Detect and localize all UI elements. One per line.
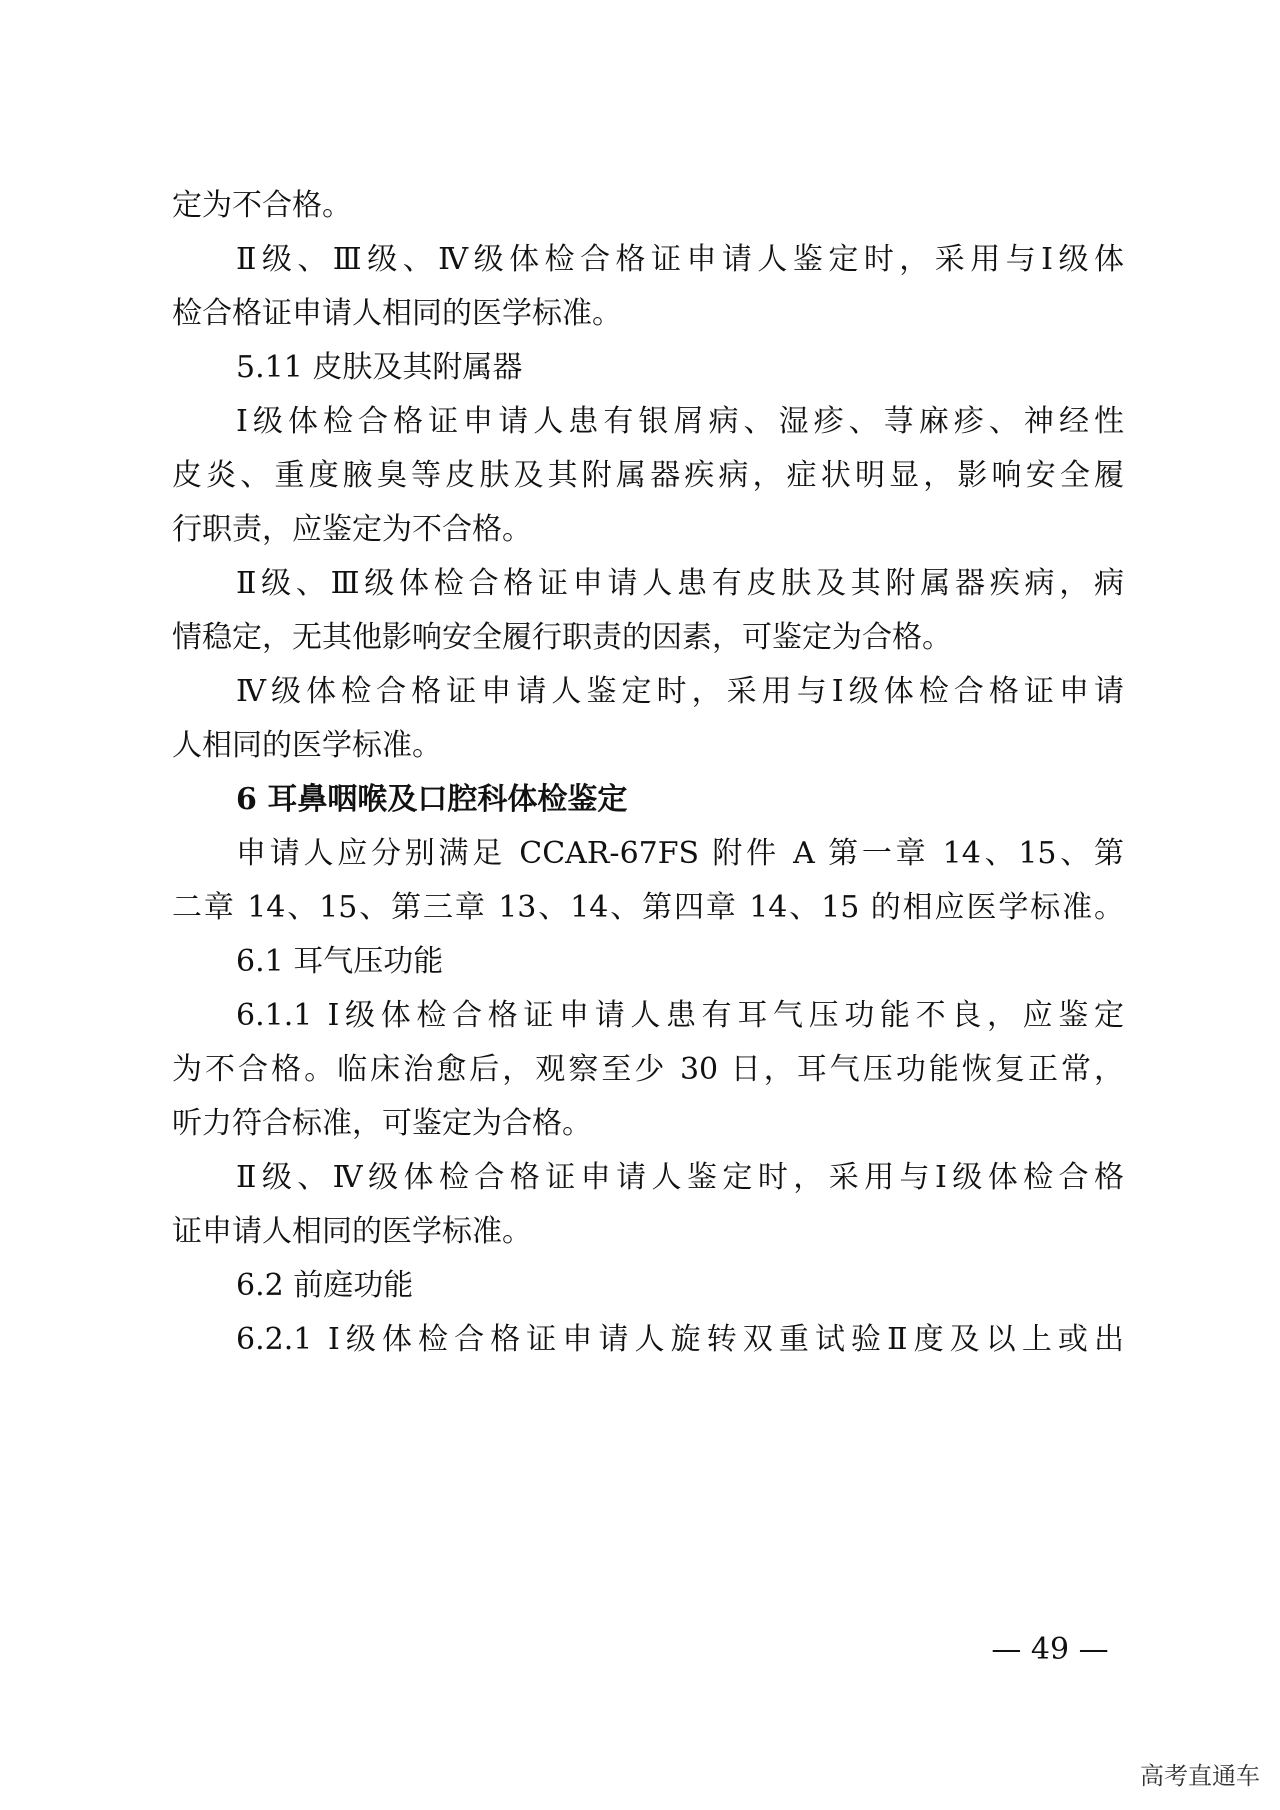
section-heading-5-11: 5.11 皮肤及其附属器 xyxy=(236,350,523,385)
text-line: 申请人应分别满足 CCAR-67FS 附件 A 第一章 14、15、第 xyxy=(236,836,1124,871)
text-line: 听力符合标准，可鉴定为合格。 xyxy=(172,1106,592,1141)
text-line: 情稳定，无其他影响安全履行职责的因素，可鉴定为合格。 xyxy=(172,620,952,655)
text-line: 为不合格。临床治愈后，观察至少 30 日，耳气压功能恢复正常， xyxy=(172,1052,1124,1087)
text-line: 6.1.1 Ⅰ级体检合格证申请人患有耳气压功能不良，应鉴定 xyxy=(236,998,1124,1033)
section-heading-6-2: 6.2 前庭功能 xyxy=(236,1268,414,1303)
text-line: Ⅳ级体检合格证申请人鉴定时，采用与Ⅰ级体检合格证申请 xyxy=(236,674,1124,709)
text-line: 二章 14、15、第三章 13、14、第四章 14、15 的相应医学标准。 xyxy=(172,890,1124,925)
watermark-text: 高考直通车 xyxy=(1140,1762,1260,1790)
text-line: 6.2.1 Ⅰ级体检合格证申请人旋转双重试验Ⅱ度及以上或出 xyxy=(236,1322,1124,1357)
section-heading-6-1: 6.1 耳气压功能 xyxy=(236,944,444,979)
text-line: 定为不合格。 xyxy=(172,188,352,223)
text-line: 检合格证申请人相同的医学标准。 xyxy=(172,296,622,331)
text-line: 人相同的医学标准。 xyxy=(172,728,442,763)
text-line: Ⅱ级、Ⅲ级体检合格证申请人患有皮肤及其附属器疾病，病 xyxy=(236,566,1124,601)
text-line: 行职责，应鉴定为不合格。 xyxy=(172,512,532,547)
text-line: Ⅰ级体检合格证申请人患有银屑病、湿疹、荨麻疹、神经性 xyxy=(236,404,1124,439)
text-line: Ⅱ级、Ⅳ级体检合格证申请人鉴定时，采用与Ⅰ级体检合格 xyxy=(236,1160,1124,1195)
text-line: 证申请人相同的医学标准。 xyxy=(172,1214,532,1249)
text-line: 皮炎、重度腋臭等皮肤及其附属器疾病，症状明显，影响安全履 xyxy=(172,458,1124,493)
page-number: — 49 — xyxy=(991,1632,1109,1667)
section-heading-6: 6 耳鼻咽喉及口腔科体检鉴定 xyxy=(236,782,628,817)
text-line: Ⅱ级、Ⅲ级、Ⅳ级体检合格证申请人鉴定时，采用与Ⅰ级体 xyxy=(236,242,1124,277)
